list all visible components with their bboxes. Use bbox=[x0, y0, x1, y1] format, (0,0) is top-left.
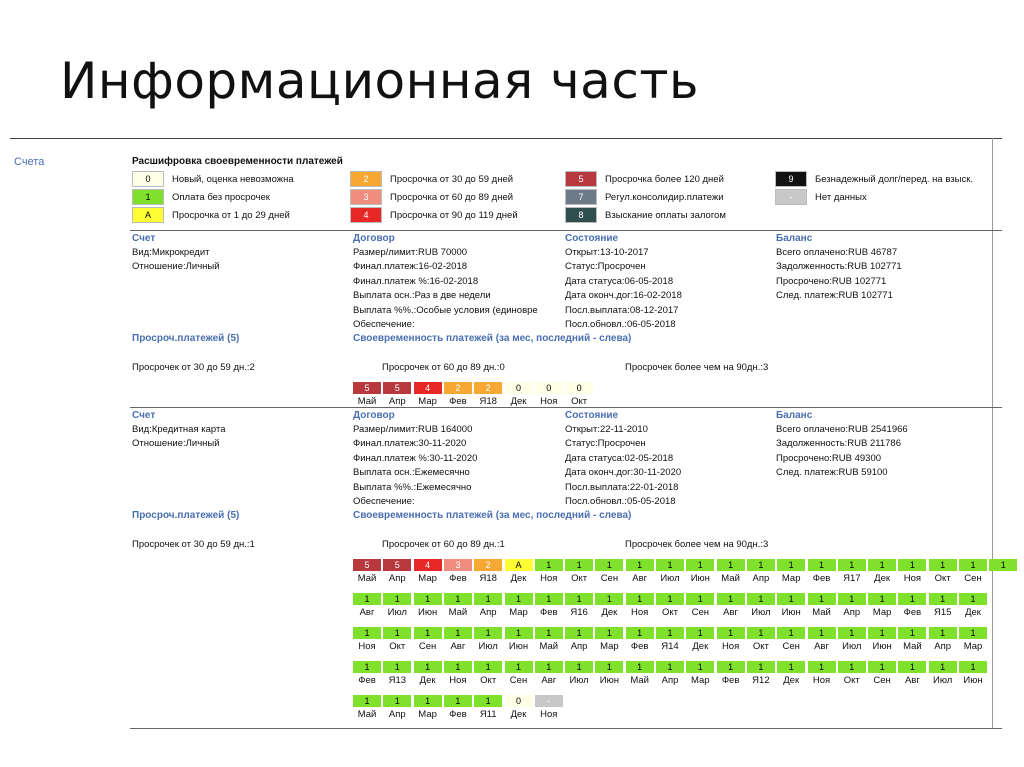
contract-field: Финал.платеж:16-02-2018 bbox=[353, 261, 468, 273]
payment-cell: 1 bbox=[656, 627, 684, 639]
column-header-balance: Баланс bbox=[776, 233, 813, 244]
status-field: Посл.выплата:08-12-2017 bbox=[565, 304, 679, 316]
month-label: Я16 bbox=[570, 607, 588, 618]
accounts-label: Счета bbox=[14, 156, 45, 168]
payment-cell: 1 bbox=[535, 559, 563, 571]
month-label: Окт bbox=[843, 675, 860, 686]
payment-cell: 1 bbox=[474, 661, 502, 673]
top-rule bbox=[10, 138, 1002, 139]
payment-cell: 1 bbox=[626, 661, 654, 673]
legend-code-badge: 2 bbox=[350, 171, 382, 187]
legend-label: Просрочка от 90 до 119 дней bbox=[390, 209, 518, 221]
contract-field: Выплата осн.:Раз в две недели bbox=[353, 290, 491, 302]
payment-cell: 1 bbox=[595, 559, 623, 571]
legend-code-badge: 8 bbox=[565, 207, 597, 223]
payment-cell: 1 bbox=[353, 661, 381, 673]
contract-field: Размер/лимит:RUB 70000 bbox=[353, 247, 468, 258]
payment-cell: 1 bbox=[747, 627, 775, 639]
payment-cell: 1 bbox=[959, 627, 987, 639]
month-label: Окт bbox=[389, 641, 406, 652]
payment-cell: 1 bbox=[383, 627, 411, 639]
month-label: Сен bbox=[509, 675, 528, 686]
month-label: Сен bbox=[600, 573, 619, 584]
legend-label: Регул.консолидир.платежи bbox=[605, 191, 724, 203]
payment-cell: 1 bbox=[838, 593, 866, 605]
legend-code-badge: 9 bbox=[775, 171, 807, 187]
payment-cell: 4 bbox=[414, 559, 442, 571]
month-label: Авг bbox=[632, 573, 648, 584]
balance-field: Всего оплачено:RUB 2541966 bbox=[776, 424, 908, 435]
month-label: Дек bbox=[965, 607, 981, 618]
column-header-contract: Договор bbox=[353, 233, 395, 244]
payment-cell: 1 bbox=[444, 661, 472, 673]
status-field: Посл.выплата:22-01-2018 bbox=[565, 481, 679, 493]
balance-field: След. платеж:RUB 102771 bbox=[776, 290, 893, 302]
month-label: Май bbox=[448, 607, 468, 618]
month-label: Фев bbox=[721, 675, 740, 686]
legend-item bbox=[565, 207, 726, 223]
payment-cell: 1 bbox=[989, 559, 1017, 571]
payment-cell: 1 bbox=[656, 593, 684, 605]
payment-cell: 2 bbox=[474, 559, 502, 571]
month-label: Июн bbox=[690, 573, 710, 584]
column-header-account: Счет bbox=[132, 410, 156, 421]
status-field: Посл.обновл.:06-05-2018 bbox=[565, 319, 676, 330]
month-label: Я14 bbox=[661, 641, 679, 652]
payment-cell: 1 bbox=[808, 593, 836, 605]
month-label: Июн bbox=[781, 607, 801, 618]
overdue-count: Просрочек от 60 до 89 дн.:0 bbox=[382, 362, 505, 373]
status-field: Дата оконч.дог:30-11-2020 bbox=[565, 467, 682, 479]
legend-label: Просрочка от 60 до 89 дней bbox=[390, 191, 514, 203]
payment-cell: 1 bbox=[868, 559, 896, 571]
month-label: Ноя bbox=[721, 641, 740, 652]
payment-cell: 5 bbox=[383, 559, 411, 571]
month-label: Фев bbox=[449, 573, 467, 584]
month-label: Авг bbox=[450, 641, 466, 652]
payment-cell: 1 bbox=[414, 593, 442, 605]
month-label: Апр bbox=[388, 396, 406, 407]
legend-item bbox=[775, 189, 867, 205]
month-label: Окт bbox=[571, 396, 588, 407]
legend-item bbox=[132, 171, 294, 187]
month-label: Мар bbox=[509, 607, 528, 618]
account-field: Отношение:Личный bbox=[132, 261, 220, 273]
payment-cell: 1 bbox=[686, 661, 714, 673]
payment-cell: 1 bbox=[777, 593, 805, 605]
payment-cell: 5 bbox=[353, 382, 381, 394]
month-label: Ноя bbox=[358, 641, 376, 652]
month-label: Ноя bbox=[540, 573, 558, 584]
payment-cell: 1 bbox=[383, 593, 411, 605]
payment-cell: 1 bbox=[505, 661, 533, 673]
contract-field: Обеспечение: bbox=[353, 496, 415, 507]
payment-cell: 1 bbox=[747, 661, 775, 673]
month-label: Мар bbox=[781, 573, 801, 584]
payment-cell: 1 bbox=[777, 627, 805, 639]
contract-field: Размер/лимит:RUB 164000 bbox=[353, 424, 473, 435]
month-label: Июл bbox=[660, 573, 680, 584]
month-label: Фев bbox=[449, 396, 467, 407]
payment-cell: 1 bbox=[414, 695, 442, 707]
month-label: Авг bbox=[904, 675, 920, 686]
legend-label: Безнадежный долг/перед. на взыск. bbox=[815, 173, 974, 185]
contract-field: Обеспечение: bbox=[353, 319, 415, 330]
status-field: Дата статуса:06-05-2018 bbox=[565, 275, 674, 287]
payment-cell: 1 bbox=[868, 627, 896, 639]
legend-code-badge: 0 bbox=[132, 171, 164, 187]
credit-report bbox=[10, 138, 1004, 738]
legend-item bbox=[565, 171, 724, 187]
payment-cell: 1 bbox=[838, 559, 866, 571]
month-label: Авг bbox=[359, 607, 375, 618]
payment-cell: 0 bbox=[535, 382, 563, 394]
payment-cell: 1 bbox=[414, 627, 442, 639]
month-label: Сен bbox=[782, 641, 800, 652]
payment-cell: 1 bbox=[686, 559, 714, 571]
payment-cell: 1 bbox=[353, 627, 381, 639]
balance-field: Всего оплачено:RUB 46787 bbox=[776, 247, 898, 258]
month-label: Апр bbox=[661, 675, 679, 686]
status-field: Посл.обновл.:05-05-2018 bbox=[565, 496, 676, 507]
legend-code-badge: 5 bbox=[565, 171, 597, 187]
month-label: Июн bbox=[508, 641, 529, 652]
payment-cell: 1 bbox=[717, 661, 745, 673]
payment-cell: 1 bbox=[717, 627, 745, 639]
month-label: Июн bbox=[963, 675, 983, 686]
month-label: Дек bbox=[510, 709, 527, 720]
payment-cell: 1 bbox=[868, 661, 896, 673]
payment-cell: 2 bbox=[474, 382, 502, 394]
payment-cell: 1 bbox=[929, 559, 957, 571]
payment-cell: 1 bbox=[535, 661, 563, 673]
status-field: Дата оконч.дог:16-02-2018 bbox=[565, 290, 682, 302]
month-label: Дек bbox=[510, 573, 527, 584]
month-label: Сен bbox=[964, 573, 982, 584]
account-field: Отношение:Личный bbox=[132, 438, 220, 450]
payment-cell: 0 bbox=[505, 695, 533, 707]
payment-cell: 1 bbox=[565, 559, 593, 571]
month-label: Фев bbox=[812, 573, 831, 584]
legend-code-badge: 4 bbox=[350, 207, 382, 223]
legend-code-badge: 3 bbox=[350, 189, 382, 205]
month-label: Фев bbox=[449, 709, 467, 720]
month-label: Мар bbox=[418, 396, 437, 407]
payment-cell: 5 bbox=[353, 559, 381, 571]
month-label: Я17 bbox=[843, 573, 861, 584]
payment-cell: 1 bbox=[777, 661, 805, 673]
month-label: Мар bbox=[963, 641, 983, 652]
payment-cell: 1 bbox=[383, 661, 411, 673]
payment-cell: 0 bbox=[565, 382, 593, 394]
payment-cell: 1 bbox=[747, 593, 775, 605]
month-label: Май bbox=[357, 396, 377, 407]
month-label: Ноя bbox=[540, 396, 558, 407]
contract-field: Финал.платеж %:16-02-2018 bbox=[353, 275, 479, 287]
legend-item bbox=[132, 207, 290, 223]
legend-label: Просрочка от 1 до 29 дней bbox=[172, 209, 290, 221]
month-label: Фев bbox=[903, 607, 922, 618]
month-label: Мар bbox=[418, 573, 437, 584]
month-label: Авг bbox=[541, 675, 557, 686]
balance-field: След. платеж:RUB 59100 bbox=[776, 467, 888, 479]
payment-cell: 1 bbox=[535, 627, 563, 639]
payment-cell: 1 bbox=[626, 627, 654, 639]
month-label: Я13 bbox=[388, 675, 407, 686]
payment-cell: 1 bbox=[474, 695, 502, 707]
balance-field: Задолженность:RUB 102771 bbox=[776, 261, 902, 273]
month-label: Дек bbox=[692, 641, 709, 652]
legend-label: Просрочка более 120 дней bbox=[605, 173, 724, 185]
month-label: Дек bbox=[874, 573, 891, 584]
month-label: Май bbox=[903, 641, 922, 652]
section-rule bbox=[130, 728, 1002, 729]
month-label: Июл bbox=[933, 675, 953, 686]
month-label: Авг bbox=[723, 607, 739, 618]
column-header-account: Счет bbox=[132, 233, 156, 244]
payment-cell: 1 bbox=[929, 661, 957, 673]
legend-item bbox=[775, 171, 973, 187]
payment-cell: 1 bbox=[626, 593, 654, 605]
payment-cell: 1 bbox=[444, 627, 472, 639]
month-label: Фев bbox=[540, 607, 558, 618]
balance-field: Просрочено:RUB 49300 bbox=[776, 452, 882, 464]
overdue-count: Просрочек более чем на 90дн.:3 bbox=[625, 362, 769, 373]
month-label: Мар bbox=[691, 675, 710, 686]
month-label: Окт bbox=[934, 573, 951, 584]
month-label: Апр bbox=[570, 641, 588, 652]
legend-item bbox=[132, 189, 270, 205]
payment-cell: 1 bbox=[777, 559, 805, 571]
column-header-contract: Договор bbox=[353, 410, 395, 421]
contract-field: Выплата %%.:Ежемесячно bbox=[353, 481, 472, 493]
payment-cell: 1 bbox=[656, 661, 684, 673]
month-label: Апр bbox=[843, 607, 861, 618]
payment-cell: 1 bbox=[474, 627, 502, 639]
overdue-header: Просроч.платежей (5) bbox=[132, 333, 240, 344]
month-label: Май bbox=[812, 607, 831, 618]
overdue-count: Просрочек от 30 до 59 дн.:2 bbox=[132, 362, 255, 373]
legend-label: Оплата без просрочек bbox=[172, 191, 270, 203]
overdue-header: Просроч.платежей (5) bbox=[132, 510, 240, 521]
month-label: Окт bbox=[661, 607, 678, 618]
month-label: Дек bbox=[601, 607, 618, 618]
legend-item bbox=[350, 189, 513, 205]
column-header-status: Состояние bbox=[565, 233, 619, 244]
payment-cell: 1 bbox=[565, 627, 593, 639]
payment-cell: 1 bbox=[626, 559, 654, 571]
legend-code-badge: 7 bbox=[565, 189, 597, 205]
overdue-count: Просрочек от 60 до 89 дн.:1 bbox=[382, 539, 505, 550]
contract-field: Финал.платеж %:30-11-2020 bbox=[353, 452, 478, 464]
payment-cell: 1 bbox=[505, 627, 533, 639]
month-label: Окт bbox=[752, 641, 769, 652]
month-label: Сен bbox=[873, 675, 891, 686]
legend-code-badge: 1 bbox=[132, 189, 164, 205]
payment-cell: 1 bbox=[505, 593, 533, 605]
account-field: Вид:Микрокредит bbox=[132, 247, 210, 258]
month-label: Ноя bbox=[631, 607, 649, 618]
contract-field: Выплата %%.:Особые условия (единовре bbox=[353, 304, 538, 316]
month-label: Май bbox=[630, 675, 649, 686]
payment-cell: 1 bbox=[808, 661, 836, 673]
payment-cell: 1 bbox=[595, 627, 623, 639]
payment-cell: 1 bbox=[565, 593, 593, 605]
payment-cell: 1 bbox=[929, 593, 957, 605]
month-label: Ноя bbox=[903, 573, 922, 584]
month-label: Июл bbox=[751, 607, 771, 618]
right-border bbox=[992, 138, 993, 728]
month-label: Дек bbox=[783, 675, 800, 686]
month-label: Окт bbox=[571, 573, 588, 584]
payment-cell: 1 bbox=[959, 593, 987, 605]
payment-cell: 1 bbox=[444, 593, 472, 605]
payment-cell: 1 bbox=[686, 593, 714, 605]
status-field: Открыт:22-11-2010 bbox=[565, 424, 648, 435]
payment-cell: 0 bbox=[505, 382, 533, 394]
month-label: Май bbox=[357, 573, 377, 584]
payment-cell: 1 bbox=[686, 627, 714, 639]
column-header-balance: Баланс bbox=[776, 410, 813, 421]
payment-cell: 4 bbox=[414, 382, 442, 394]
payment-cell: 1 bbox=[535, 593, 563, 605]
month-label: Мар bbox=[600, 641, 619, 652]
payment-cell: 1 bbox=[959, 559, 987, 571]
contract-field: Выплата осн.:Ежемесячно bbox=[353, 467, 470, 479]
payment-cell: 1 bbox=[414, 661, 442, 673]
month-label: Сен bbox=[691, 607, 709, 618]
status-field: Дата статуса:02-05-2018 bbox=[565, 452, 674, 464]
month-label: Фев bbox=[630, 641, 649, 652]
month-label: Апр bbox=[388, 573, 406, 584]
month-label: Я11 bbox=[479, 709, 497, 720]
payment-cell: - bbox=[535, 695, 563, 707]
payment-cell: 1 bbox=[717, 559, 745, 571]
month-label: Июл bbox=[842, 641, 862, 652]
month-label: Апр bbox=[479, 607, 497, 618]
month-label: Ноя bbox=[812, 675, 831, 686]
payment-cell: 1 bbox=[717, 593, 745, 605]
payment-cell: 1 bbox=[474, 593, 502, 605]
month-label: Я15 bbox=[933, 607, 952, 618]
contract-field: Финал.платеж:30-11-2020 bbox=[353, 438, 467, 450]
payment-cell: A bbox=[505, 559, 533, 571]
month-label: Май bbox=[357, 709, 377, 720]
payment-cell: 1 bbox=[898, 627, 926, 639]
month-label: Июн bbox=[417, 607, 438, 618]
legend-label: Взыскание оплаты залогом bbox=[605, 209, 726, 221]
payment-cell: 2 bbox=[444, 382, 472, 394]
status-field: Статус:Просрочен bbox=[565, 438, 646, 450]
month-label: Фев bbox=[358, 675, 376, 686]
timeliness-header: Своевременность платежей (за мес, последний - слева) bbox=[353, 333, 632, 344]
month-label: Май bbox=[721, 573, 740, 584]
payment-cell: 5 bbox=[383, 382, 411, 394]
legend-label: Просрочка от 30 до 59 дней bbox=[390, 173, 514, 185]
month-label: Дек bbox=[510, 396, 527, 407]
month-label: Июл bbox=[569, 675, 589, 686]
month-label: Я12 bbox=[752, 675, 770, 686]
status-field: Статус:Просрочен bbox=[565, 261, 646, 273]
payment-cell: 1 bbox=[929, 627, 957, 639]
month-label: Сен bbox=[418, 641, 437, 652]
payment-cell: 1 bbox=[595, 661, 623, 673]
month-label: Авг bbox=[814, 641, 829, 652]
month-label: Дек bbox=[419, 675, 436, 686]
legend-code-badge: - bbox=[775, 189, 807, 205]
month-label: Ноя bbox=[449, 675, 467, 686]
overdue-count: Просрочек от 30 до 59 дн.:1 bbox=[132, 539, 255, 550]
section-rule bbox=[130, 407, 1002, 408]
legend-title: Расшифровка своевременности платежей bbox=[132, 156, 343, 167]
month-label: Я18 bbox=[479, 396, 497, 407]
month-label: Июл bbox=[387, 607, 407, 618]
payment-cell: 1 bbox=[595, 593, 623, 605]
month-label: Апр bbox=[388, 709, 406, 720]
month-label: Июн bbox=[599, 675, 619, 686]
balance-field: Задолженность:RUB 211786 bbox=[776, 438, 901, 450]
payment-cell: 1 bbox=[565, 661, 593, 673]
balance-field: Просрочено:RUB 102771 bbox=[776, 275, 887, 287]
month-label: Май bbox=[539, 641, 559, 652]
month-label: Окт bbox=[480, 675, 497, 686]
payment-cell: 1 bbox=[838, 627, 866, 639]
payment-cell: 1 bbox=[656, 559, 684, 571]
payment-cell: 1 bbox=[898, 661, 926, 673]
payment-cell: 1 bbox=[898, 559, 926, 571]
month-label: Мар bbox=[872, 607, 892, 618]
timeliness-header: Своевременность платежей (за мес, последний - слева) bbox=[353, 510, 632, 521]
legend-item bbox=[350, 207, 518, 223]
payment-cell: 1 bbox=[808, 627, 836, 639]
month-label: Июл bbox=[478, 641, 498, 652]
payment-cell: 1 bbox=[747, 559, 775, 571]
payment-cell: 1 bbox=[383, 695, 411, 707]
month-label: Апр bbox=[752, 573, 770, 584]
legend-item bbox=[350, 171, 513, 187]
legend-label: Нет данных bbox=[815, 191, 867, 203]
month-label: Июн bbox=[872, 641, 892, 652]
status-field: Открыт:13-10-2017 bbox=[565, 247, 649, 258]
legend-item bbox=[565, 189, 724, 205]
month-label: Я18 bbox=[479, 573, 497, 584]
payment-cell: 1 bbox=[868, 593, 896, 605]
legend-code-badge: A bbox=[132, 207, 164, 223]
payment-cell: 1 bbox=[838, 661, 866, 673]
payment-cell: 1 bbox=[898, 593, 926, 605]
month-label: Ноя bbox=[540, 709, 558, 720]
payment-cell: 1 bbox=[808, 559, 836, 571]
payment-cell: 1 bbox=[353, 593, 381, 605]
legend-label: Новый, оценка невозможна bbox=[172, 173, 294, 185]
section-rule bbox=[130, 230, 1002, 231]
payment-cell: 3 bbox=[444, 559, 472, 571]
overdue-count: Просрочек более чем на 90дн.:3 bbox=[625, 539, 769, 550]
month-label: Апр bbox=[934, 641, 952, 652]
account-field: Вид:Кредитная карта bbox=[132, 424, 226, 435]
month-label: Мар bbox=[418, 709, 437, 720]
column-header-status: Состояние bbox=[565, 410, 619, 421]
slide-title: Информационная часть bbox=[60, 52, 699, 110]
payment-cell: 1 bbox=[353, 695, 381, 707]
payment-cell: 1 bbox=[959, 661, 987, 673]
payment-cell: 1 bbox=[444, 695, 472, 707]
